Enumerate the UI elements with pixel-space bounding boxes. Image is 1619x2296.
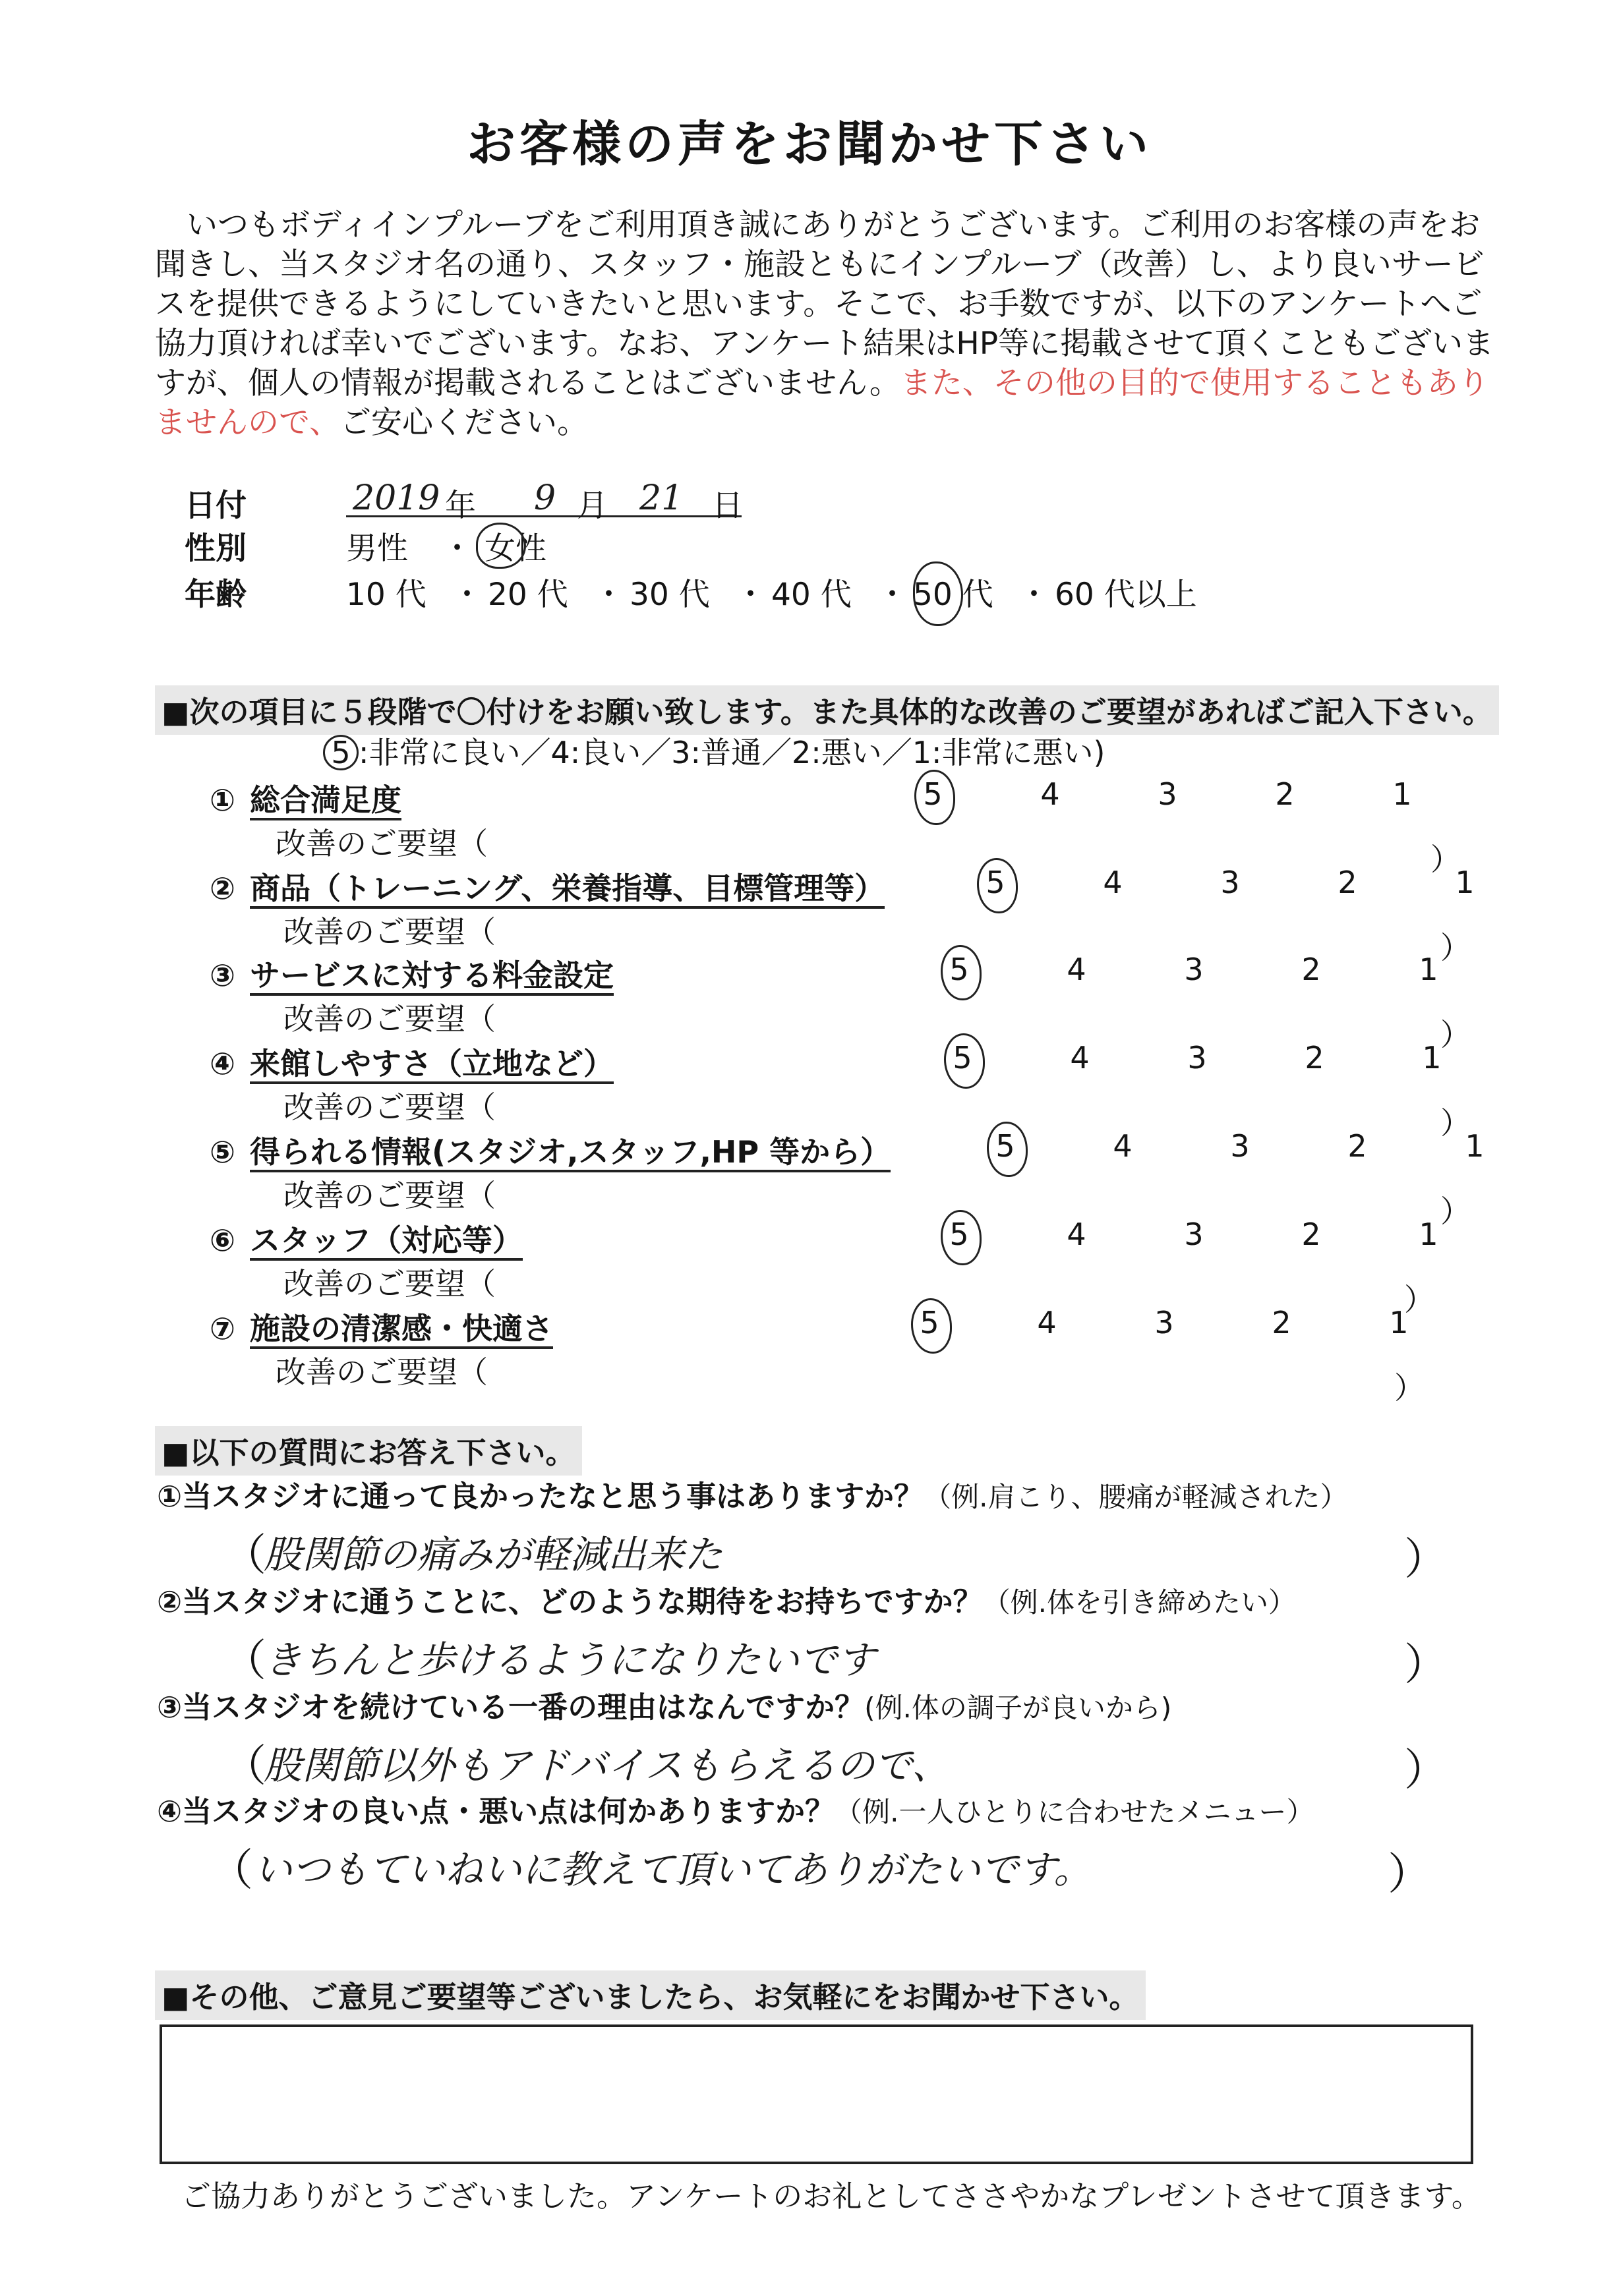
intro-line-5-red: また、その他の目的で使用することもあり	[900, 365, 1489, 401]
day-unit: 日	[712, 488, 743, 524]
rating-item-title	[210, 776, 401, 820]
rating-option-5[interactable]: 5	[920, 1305, 939, 1340]
age-option-10[interactable]: 10 代	[346, 577, 427, 613]
question-prompt: ④当スタジオの良い点・悪い点は何かありますか？	[157, 1794, 835, 1829]
request-close-paren: ）	[1430, 842, 1461, 877]
rating-option-5[interactable]: 5	[949, 1217, 969, 1252]
age-option-30[interactable]: 30 代	[630, 577, 710, 613]
date-day-value: 21	[639, 478, 684, 518]
gender-selected-mark	[476, 523, 526, 569]
rating-scale-legend	[323, 729, 1105, 772]
age-option-50[interactable]: 50 代	[913, 577, 993, 613]
scale-text: :非常に良い／4:良い／3:普通／2:悪い／1:非常に悪い)	[359, 735, 1105, 770]
request-input[interactable]	[527, 1260, 1391, 1297]
question-text	[157, 1787, 1314, 1830]
rating-option-4[interactable]: 4	[1037, 1305, 1057, 1340]
comments-section-header: ■その他、ご意見ご要望等ございましたら、お気軽にをお聞かせ下さい。	[155, 1970, 1146, 2020]
rating-item-label: 総合満足度	[250, 782, 401, 820]
rating-option-1[interactable]: 1	[1422, 1040, 1442, 1076]
intro-line-1: いつもボディインプルーブをご利用頂き誠にありがとうございます。ご利用のお客様の声をお	[187, 207, 1481, 243]
rating-option-4[interactable]: 4	[1067, 952, 1086, 987]
intro-line-6	[155, 403, 1487, 443]
rating-option-2[interactable]: 2	[1301, 952, 1321, 987]
request-close-paren: ）	[1440, 1193, 1471, 1229]
gender-label: 性別	[185, 531, 247, 567]
rating-option-2[interactable]: 2	[1347, 1128, 1367, 1164]
answer-open-paren: （	[223, 1635, 266, 1686]
rating-selected-mark	[941, 945, 982, 1000]
rating-selected-mark	[911, 1298, 952, 1354]
rating-item-title	[210, 1128, 891, 1172]
rating-option-3[interactable]: 3	[1230, 1128, 1250, 1164]
request-close-paren: ）	[1404, 1282, 1434, 1317]
intro-line-6-black: ご安心ください。	[340, 405, 589, 441]
rating-option-2[interactable]: 2	[1275, 776, 1295, 812]
rating-item-label: スタッフ（対応等）	[250, 1222, 523, 1261]
rating-item-title	[210, 865, 885, 908]
age-separator: ・	[735, 577, 766, 613]
date-year-value: 2019	[353, 478, 440, 518]
request-input[interactable]	[527, 995, 1427, 1032]
rating-option-1[interactable]: 1	[1465, 1128, 1485, 1164]
age-option-60-plus[interactable]: 60 代以上	[1055, 577, 1197, 613]
rating-item-title	[210, 952, 614, 995]
rating-item-label: 得られる情報(スタジオ,スタッフ,HP 等から）	[250, 1134, 891, 1172]
request-label: 改善のご要望（	[283, 914, 496, 950]
rating-selected-mark	[944, 1033, 985, 1089]
rating-item-label: 商品（トレーニング、栄養指導、目標管理等）	[250, 871, 885, 909]
rating-selected-mark	[914, 770, 955, 825]
request-input[interactable]	[527, 908, 1427, 945]
request-label: 改善のご要望（	[283, 1001, 496, 1037]
answer-handwritten[interactable]: きちんと歩けるようになりたいです	[264, 1638, 876, 1682]
request-close-paren: ）	[1394, 1370, 1425, 1406]
year-unit: 年	[445, 488, 476, 524]
rating-item-label: 来館しやすさ（立地など）	[250, 1046, 614, 1084]
intro-line-5-black: すが、個人の情報が掲載されることはございません。	[155, 365, 900, 401]
intro-line-3: スを提供できるようにしていきたいと思います。そこで、お手数ですが、以下のアンケートへご	[155, 286, 1483, 322]
rating-option-3[interactable]: 3	[1154, 1305, 1174, 1340]
rating-item-title	[210, 1040, 614, 1083]
question-prompt: ③当スタジオを続けている一番の理由はなんですか？	[157, 1690, 865, 1725]
rating-option-3[interactable]: 3	[1220, 865, 1240, 900]
intro-line-6-red: ませんので、	[155, 405, 341, 441]
request-label: 改善のご要望（	[283, 1178, 496, 1213]
answer-close-paren: ）	[1404, 1534, 1448, 1584]
date-field[interactable]	[346, 478, 743, 524]
rating-option-1[interactable]: 1	[1389, 1305, 1409, 1340]
intro-line-4: 協力頂ければ幸いでございます。なお、アンケート結果はHP等に掲載させて頂くこともございま	[155, 326, 1494, 362]
rating-option-4[interactable]: 4	[1040, 776, 1060, 812]
rating-item-number: ⑥	[210, 1222, 235, 1258]
rating-option-3[interactable]: 3	[1184, 952, 1204, 987]
question-text	[157, 1578, 1296, 1621]
rating-option-2[interactable]: 2	[1301, 1217, 1321, 1252]
rating-option-1[interactable]: 1	[1455, 865, 1475, 900]
scale-circled-5: 5	[323, 735, 359, 770]
request-input[interactable]	[527, 1083, 1427, 1120]
rating-item-number: ④	[210, 1046, 235, 1081]
rating-item-label: サービスに対する料金設定	[250, 958, 614, 996]
request-close-paren: ）	[1440, 1105, 1471, 1141]
question-prompt: ①当スタジオに通って良かったなと思う事はありますか？	[157, 1479, 924, 1514]
answer-handwritten[interactable]: 股関節以外もアドバイスもらえるので、	[264, 1743, 951, 1788]
rating-option-4[interactable]: 4	[1103, 865, 1123, 900]
rating-option-1[interactable]: 1	[1392, 776, 1412, 812]
rating-option-5[interactable]: 5	[949, 952, 969, 987]
gender-option-female[interactable]: 女性	[485, 531, 546, 567]
gender-separator: ・	[442, 531, 473, 567]
rating-item-number: ①	[210, 782, 235, 818]
request-close-paren: ）	[1440, 930, 1471, 965]
request-label: 改善のご要望（	[276, 1354, 488, 1390]
rating-item-number: ③	[210, 958, 235, 993]
rating-option-3[interactable]: 3	[1158, 776, 1177, 812]
answer-close-paren: ）	[1404, 1744, 1448, 1795]
rating-option-2[interactable]: 2	[1338, 865, 1357, 900]
question-example: （例.一人ひとりに合わせたメニュー）	[835, 1796, 1314, 1828]
answer-handwritten[interactable]: いつもていねいに教えて頂いてありがたいです。	[254, 1847, 1092, 1892]
rating-option-1[interactable]: 1	[1419, 952, 1438, 987]
question-example: (例.体の調子が良いから)	[864, 1692, 1172, 1724]
rating-option-1[interactable]: 1	[1419, 1217, 1438, 1252]
rating-option-4[interactable]: 4	[1113, 1128, 1133, 1164]
rating-option-3[interactable]: 3	[1187, 1040, 1207, 1076]
question-prompt: ②当スタジオに通うことに、どのような期待をお持ちですか？	[157, 1584, 983, 1619]
answer-handwritten[interactable]: 股関節の痛みが軽減出来た	[264, 1532, 723, 1577]
age-separator: ・	[593, 577, 624, 613]
answer-close-paren: ）	[1404, 1639, 1448, 1690]
request-close-paren: ）	[1440, 1017, 1471, 1052]
rating-option-4[interactable]: 4	[1070, 1040, 1090, 1076]
rating-selected-mark	[941, 1210, 982, 1265]
rating-option-4[interactable]: 4	[1067, 1217, 1086, 1252]
intro-paragraph	[155, 206, 1494, 443]
request-input[interactable]	[527, 1348, 1381, 1385]
age-option-40[interactable]: 40 代	[771, 577, 852, 613]
date-label: 日付	[185, 488, 247, 524]
rating-item-title	[210, 1305, 553, 1348]
request-label: 改善のご要望（	[276, 826, 488, 861]
age-selected-mark	[913, 561, 963, 626]
footer-note: ご協力ありがとうございました。アンケートのお礼としてささやかなプレゼントさせて頂きます。	[181, 2179, 1481, 2214]
question-section-header: ■以下の質問にお答え下さい。	[155, 1426, 582, 1476]
request-label: 改善のご要望（	[283, 1089, 496, 1125]
request-label: 改善のご要望（	[283, 1266, 496, 1302]
request-input[interactable]	[527, 820, 1417, 857]
date-month-value: 9	[534, 478, 556, 518]
rating-item-number: ②	[210, 871, 235, 906]
rating-option-2[interactable]: 2	[1305, 1040, 1324, 1076]
rating-item-label: 施設の清潔感・快適さ	[250, 1311, 553, 1349]
answer-open-paren: （	[223, 1530, 266, 1580]
intro-line-5	[155, 364, 1487, 403]
age-separator: ・	[452, 577, 483, 613]
rating-option-5[interactable]: 5	[986, 865, 1005, 900]
answer-close-paren: ）	[1388, 1849, 1431, 1899]
comments-box[interactable]	[160, 2024, 1473, 2164]
question-example: （例.肩こり、腰痛が軽減された）	[924, 1481, 1348, 1513]
answer-open-paren: （	[210, 1845, 253, 1895]
rating-section-header: ■次の項目に５段階で〇付けをお願い致します。また具体的な改善のご要望があればご記入下さい。	[155, 685, 1499, 735]
rating-option-2[interactable]: 2	[1272, 1305, 1291, 1340]
rating-option-3[interactable]: 3	[1184, 1217, 1204, 1252]
page-title: お客様の声をお聞かせ下さい	[467, 116, 1152, 173]
rating-selected-mark	[987, 1122, 1028, 1177]
rating-item-number: ⑤	[210, 1134, 235, 1170]
age-separator: ・	[877, 577, 908, 613]
question-example: （例.体を引き締めたい）	[982, 1586, 1297, 1619]
age-separator: ・	[1018, 577, 1049, 613]
month-unit: 月	[577, 488, 608, 524]
rating-item-title	[210, 1217, 523, 1260]
rating-selected-mark	[977, 858, 1018, 913]
rating-item-number: ⑦	[210, 1311, 235, 1346]
rating-option-5[interactable]: 5	[995, 1128, 1015, 1164]
question-text	[157, 1472, 1347, 1515]
question-text	[157, 1683, 1171, 1726]
gender-option-male[interactable]: 男性	[346, 531, 408, 567]
request-input[interactable]	[527, 1172, 1427, 1209]
age-option-20[interactable]: 20 代	[488, 577, 568, 613]
age-label: 年齢	[185, 577, 247, 613]
answer-open-paren: （	[223, 1740, 266, 1791]
rating-option-5[interactable]: 5	[953, 1040, 972, 1076]
rating-option-5[interactable]: 5	[923, 776, 943, 812]
intro-line-2: 聞きし、当スタジオ名の通り、スタッフ・施設ともにインプルーブ（改善）し、より良いサービ	[155, 246, 1485, 283]
